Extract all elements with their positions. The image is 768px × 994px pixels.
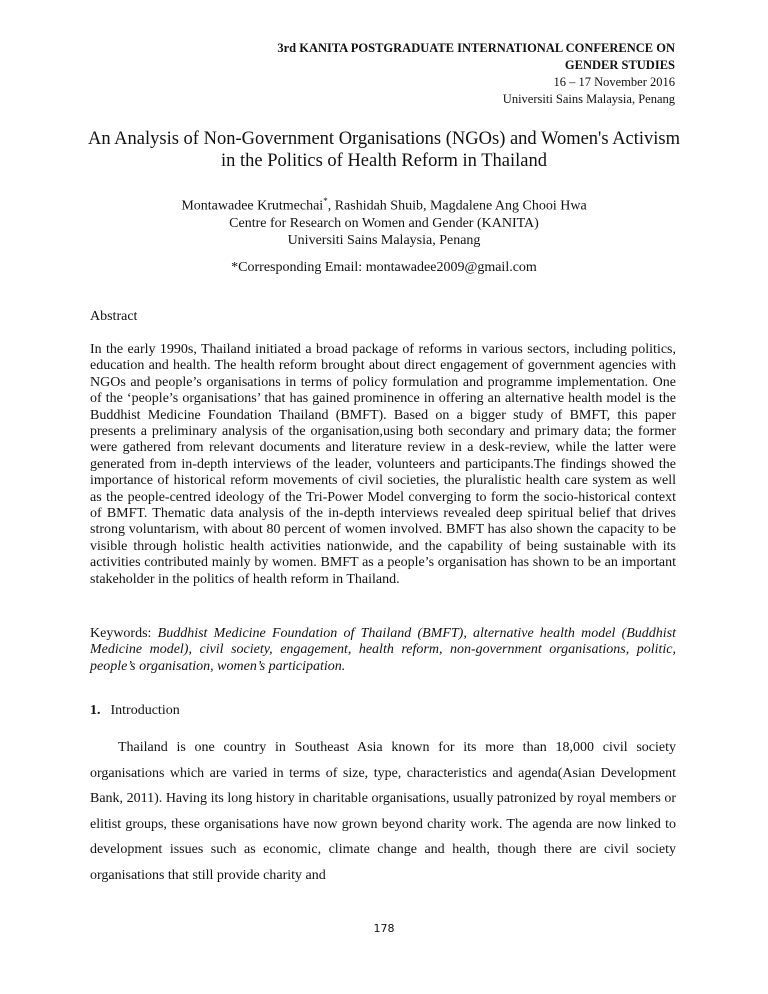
abstract-text: In the early 1990s, Thailand initiated a broad package of reforms in various sectors, including politics, education and health. The health reform brought about direct engagement of government agencies with NGOs and people’s organisations in terms of policy formulation and programme implementation. One of the ‘people’s organisations’ that has gained prominence in offering an alternative health model is the Buddhist Medicine Foundation Thailand (BMFT). Based on a bigger study of BMFT, this paper presents a preliminary analysis of the organisation,using both secondary and primary data; the former were gathered from relevant documents and literature review in a desk-review, while the latter were generated from in-depth interviews of the leader, volunteers and participants.The findings showed the importance of historical reform movements of civil societies, the pluralistic health care system as well as the people-centred ideology of the Tri-Power Model converging to form the socio-historical context of BMFT. Thematic data analysis of the in-depth interviews revealed deep spiritual belief that drives strong voluntarism, with about 80 percent of women involved. BMFT has also shown the capacity to be visible through holistic health activities nationwide, and the capability of being sustainable with its activities contributed mainly by women. BMFT as a people’s organisation has shown to be an important stakeholder in the politics of health reform in Thailand. [90,342,676,587]
conference-name-line2: GENDER STUDIES [564,58,675,72]
abstract-heading: Abstract [90,309,138,324]
conference-header [277,40,675,108]
corresponding-marker: * [323,196,328,206]
paper-title-line1: An Analysis of Non-Government Organisations (NGOs) and Women's Activism [87,129,681,149]
paper-title [60,128,708,172]
page-number: 178 [373,922,395,935]
section-heading [90,703,180,719]
author-block [60,193,708,249]
abstract-body [90,342,676,588]
conference-name-line1: 3rd KANITA POSTGRADUATE INTERNATIONAL CONFERENCE ON [277,41,675,55]
keywords-list: Buddhist Medicine Foundation of Thailand (BMFT), alternative health model (Buddhist Medicine model), civil society, engagement, health reform, non-government organisations, politic, people’s organisation, women’s participation. [90,626,677,674]
affiliation: Centre for Research on Women and Gender (KANITA) [229,215,539,231]
conference-dates: 16 – 17 November 2016 [553,75,675,89]
section-title: Introduction [110,703,180,718]
corresponding-email: *Corresponding Email: montawadee2009@gmail.com [231,260,537,275]
keywords-label: Keywords: [90,626,152,641]
introduction-paragraph: Thailand is one country in Southeast Asia known for its more than 18,000 civil society organisations which are varied in terms of size, type, characteristics and agenda(Asian Development Bank, 2011). Having its long history in charitable organisations, usually patronized by royal members or elitist groups, these organisations have now grown beyond charity work. The agenda are now linked to development issues such as economic, climate change and health, though there are civil society organisations that still provide charity and [90,740,676,883]
institution: Universiti Sains Malaysia, Penang [287,232,481,248]
section-number: 1. [90,703,101,718]
keywords-block [90,626,676,675]
introduction-body [90,735,676,889]
conference-venue: Universiti Sains Malaysia, Penang [502,92,675,106]
author-list [60,193,708,215]
first-author: Montawadee Krutmechai [181,198,324,214]
co-authors: , Rashidah Shuib, Magdalene Ang Chooi Hwa [327,198,587,214]
paper-title-line2: in the Politics of Health Reform in Thailand [221,151,547,171]
